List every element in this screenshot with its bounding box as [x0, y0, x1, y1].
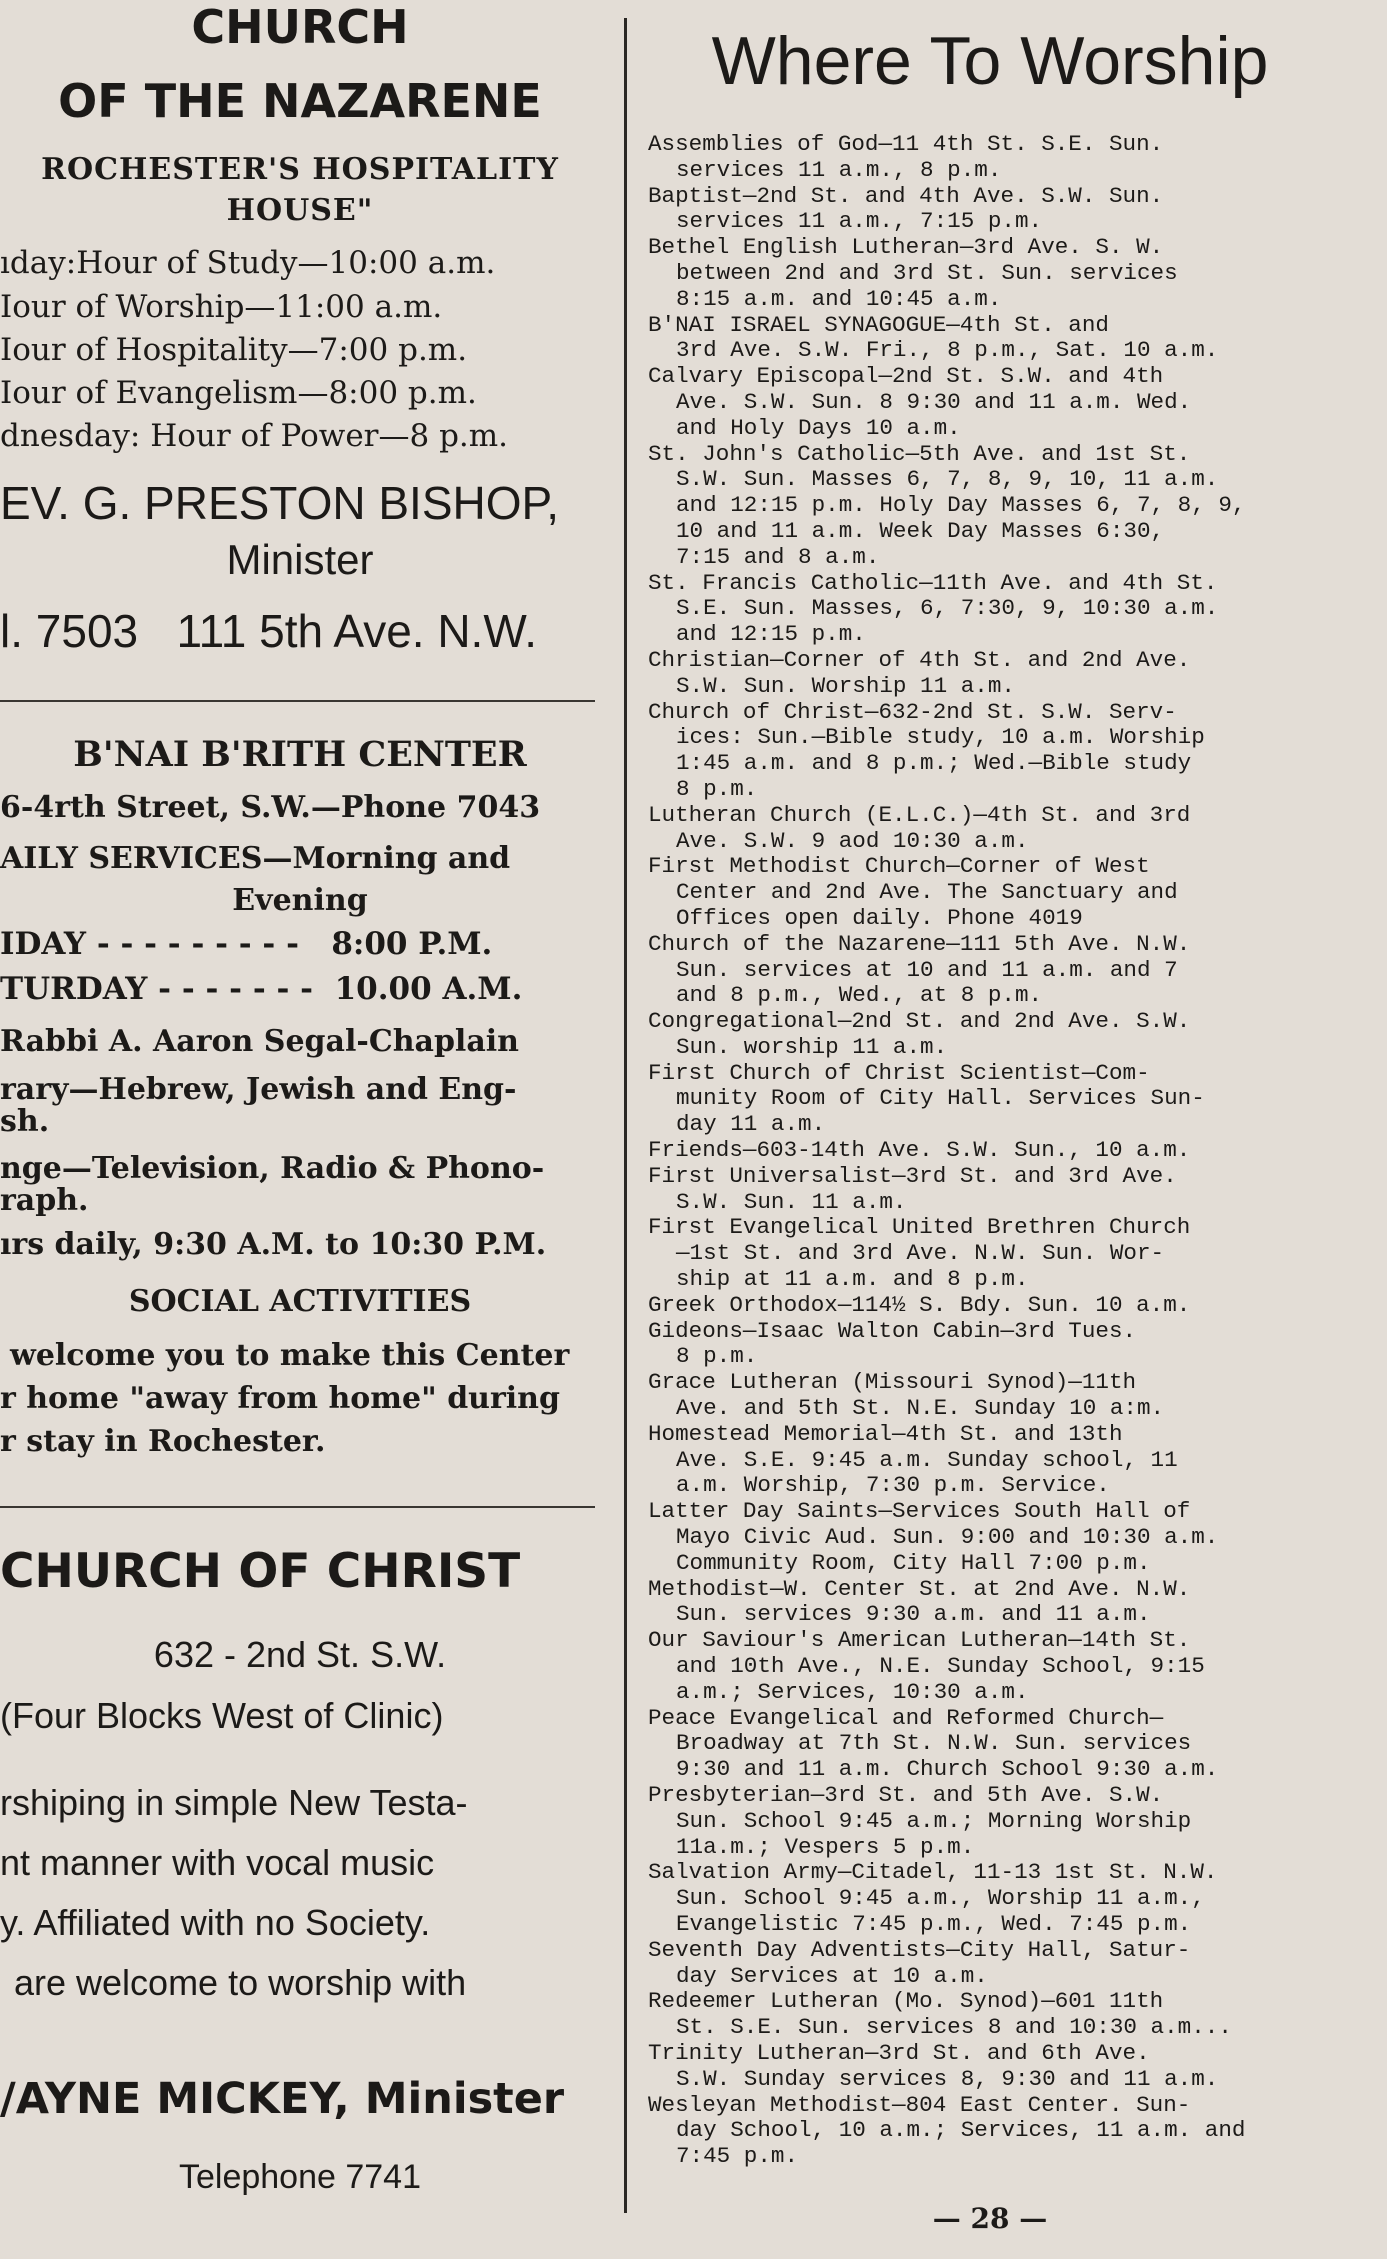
nazarene-schedule-item: Iour of Evangelism—8:00 p.m.	[0, 375, 477, 411]
nazarene-slogan-line2: HOUSE"	[226, 193, 374, 228]
worship-entry-continuation: —1st St. and 3rd Ave. N.W. Sun. Wor-	[676, 1240, 1165, 1267]
worship-entry	[648, 1860, 1338, 1937]
worship-entry-continuation: 1:45 a.m. and 8 p.m.; Wed.—Bible study	[676, 750, 1192, 777]
worship-entry	[648, 1009, 1338, 1061]
worship-entry-continuation: Ave. S.W. Sun. 8 9:30 and 11 a.m. Wed.	[676, 388, 1192, 415]
worship-entry-continuation: 8 p.m.	[676, 775, 758, 802]
nazarene-title-line1: CHURCH	[191, 0, 409, 54]
worship-entry	[648, 1706, 1338, 1783]
worship-entry-continuation: 9:30 and 11 a.m. Church School 9:30 a.m.	[676, 1756, 1219, 1783]
worship-entry-continuation: S.W. Sun. 11 a.m.	[676, 1188, 907, 1215]
worship-entry	[648, 1138, 1338, 1164]
nazarene-minister-title: Minister	[226, 536, 374, 583]
worship-entry	[648, 1499, 1338, 1576]
worship-entry	[648, 1577, 1338, 1629]
worship-entry-continuation: 7:45 p.m.	[676, 2143, 799, 2170]
worship-entry	[648, 1989, 1338, 2041]
worship-entry-continuation: a.m. Worship, 7:30 p.m. Service.	[676, 1472, 1110, 1499]
worship-entry-continuation: S.W. Sun. Masses 6, 7, 8, 9, 10, 11 a.m.	[676, 466, 1219, 493]
worship-entry-continuation: Ave. S.E. 9:45 a.m. Sunday school, 11	[676, 1446, 1178, 1473]
worship-entry-first-line: B'NAI ISRAEL SYNAGOGUE—4th St. and	[648, 311, 1109, 338]
worship-entry-first-line: Peace Evangelical and Reformed Church—	[648, 1704, 1164, 1731]
nazarene-slogan-line1: ROCHESTER'S HOSPITALITY	[41, 152, 559, 187]
worship-entry-first-line: Grace Lutheran (Missouri Synod)—11th	[648, 1369, 1137, 1396]
bnai-brith-lounge-line1: nge—Television, Radio & Phono-	[0, 1151, 545, 1186]
worship-entry-first-line: Assemblies of God—11 4th St. S.E. Sun.	[648, 131, 1164, 157]
worship-entry-continuation: S.W. Sun. Worship 11 a.m.	[676, 672, 1015, 699]
worship-entry-first-line: Methodist—W. Center St. at 2nd Ave. N.W.	[648, 1575, 1191, 1602]
worship-entry-continuation: day Services at 10 a.m.	[676, 1962, 988, 1989]
worship-entry-continuation: Offices open daily. Phone 4019	[676, 904, 1083, 931]
worship-entry-continuation: and 8 p.m., Wed., at 8 p.m.	[676, 982, 1043, 1009]
worship-entry-continuation: between 2nd and 3rd St. Sun. services	[676, 259, 1178, 286]
worship-entry	[648, 184, 1338, 236]
bnai-brith-saturday: TURDAY - - - - - - - 10.00 A.M.	[0, 971, 523, 1007]
left-column	[0, 0, 615, 2259]
worship-entry-first-line: First Evangelical United Brethren Church	[648, 1214, 1191, 1241]
worship-entry-continuation: Ave. and 5th St. N.E. Sunday 10 a:m.	[676, 1395, 1165, 1422]
worship-entry	[648, 1293, 1338, 1319]
bnai-brith-welcome-line2: r home "away from home" during	[0, 1381, 560, 1416]
worship-entry-first-line: Calvary Episcopal—2nd St. S.W. and 4th	[648, 363, 1164, 390]
worship-entry-continuation: ices: Sun.—Bible study, 10 a.m. Worship	[676, 724, 1205, 751]
worship-entry-continuation: and 12:15 p.m.	[676, 621, 866, 648]
worship-entry-continuation: Sun. worship 11 a.m.	[676, 1033, 948, 1060]
bnai-brith-services-line2: Evening	[232, 883, 368, 918]
worship-entry-first-line: Congregational—2nd St. and 2nd Ave. S.W.	[648, 1008, 1191, 1035]
worship-entry	[648, 235, 1338, 312]
worship-entry-first-line: St. John's Catholic—5th Ave. and 1st St.	[648, 440, 1191, 467]
worship-entry-continuation: Center and 2nd Ave. The Sanctuary and	[676, 879, 1178, 906]
worship-entry	[648, 2041, 1338, 2093]
worship-entry-continuation: Evangelistic 7:45 p.m., Wed. 7:45 p.m.	[676, 1910, 1192, 1937]
worship-entry	[648, 364, 1338, 441]
worship-entry	[648, 1319, 1338, 1371]
worship-entry-first-line: First Universalist—3rd St. and 3rd Ave.	[648, 1162, 1177, 1189]
nazarene-title-line2: OF THE NAZARENE	[58, 74, 542, 128]
bnai-brith-library-line1: rary—Hebrew, Jewish and Eng-	[0, 1072, 517, 1107]
worship-entry-continuation: Broadway at 7th St. N.W. Sun. services	[676, 1730, 1192, 1757]
worship-entry-continuation: day 11 a.m.	[676, 1111, 826, 1138]
nazarene-schedule-item: ıday:Hour of Study—10:00 a.m.	[0, 245, 496, 281]
worship-entry	[648, 313, 1338, 365]
worship-entry	[648, 1422, 1338, 1499]
where-to-worship-heading: Where To Worship	[711, 23, 1269, 99]
worship-entry-continuation: Community Room, City Hall 7:00 p.m.	[676, 1549, 1151, 1576]
nazarene-schedule-item: Iour of Worship—11:00 a.m.	[0, 289, 443, 325]
nazarene-minister-name: EV. G. PRESTON BISHOP,	[0, 477, 560, 529]
bnai-brith-chaplain: Rabbi A. Aaron Segal-Chaplain	[0, 1024, 519, 1059]
worship-entry-continuation: Sun. services at 10 and 11 a.m. and 7	[676, 956, 1178, 983]
worship-entry-first-line: Friends—603-14th Ave. S.W. Sun., 10 a.m.	[648, 1137, 1191, 1164]
worship-entry-continuation: S.E. Sun. Masses, 6, 7:30, 9, 10:30 a.m.	[676, 595, 1219, 622]
bnai-brith-services-line1: AILY SERVICES—Morning and	[0, 841, 511, 876]
worship-entry-first-line: Christian—Corner of 4th St. and 2nd Ave.	[648, 646, 1191, 673]
worship-entry	[648, 1783, 1338, 1860]
worship-entry-continuation: and 10th Ave., N.E. Sunday School, 9:15	[676, 1653, 1205, 1680]
worship-entry-first-line: Baptist—2nd St. and 4th Ave. S.W. Sun.	[648, 182, 1164, 209]
worship-entry-continuation: 8 p.m.	[676, 1343, 758, 1370]
worship-directory	[648, 132, 1338, 2170]
page-number: — 28 —	[932, 2202, 1048, 2235]
bnai-brith-lounge-line2: raph.	[0, 1183, 89, 1218]
worship-entry-continuation: 11a.m.; Vespers 5 p.m.	[676, 1833, 975, 1860]
church-of-christ-body-line: nt manner with vocal music	[0, 1842, 435, 1883]
worship-entry-continuation: 7:15 and 8 a.m.	[676, 543, 880, 570]
column-divider	[624, 18, 627, 2213]
worship-entry	[648, 700, 1338, 803]
worship-entry-continuation: S.W. Sunday services 8, 9:30 and 11 a.m.	[676, 2065, 1219, 2092]
church-of-christ-title: CHURCH OF CHRIST	[0, 1544, 521, 1599]
church-of-christ-address: 632 - 2nd St. S.W.	[153, 1634, 447, 1675]
worship-entry-continuation: and 12:15 p.m. Holy Day Masses 6, 7, 8, 9,	[676, 492, 1246, 519]
worship-entry-continuation: 3rd Ave. S.W. Fri., 8 p.m., Sat. 10 a.m.	[676, 337, 1219, 364]
worship-entry	[648, 132, 1338, 184]
worship-entry-first-line: Greek Orthodox—114½ S. Bdy. Sun. 10 a.m.	[648, 1291, 1191, 1318]
worship-entry-continuation: Sun. School 9:45 a.m.; Morning Worship	[676, 1807, 1192, 1834]
bnai-brith-social-heading: SOCIAL ACTIVITIES	[128, 1284, 472, 1319]
worship-entry-first-line: Our Saviour's American Lutheran—14th St.	[648, 1627, 1191, 1654]
worship-entry-first-line: Bethel English Lutheran—3rd Ave. S. W.	[648, 234, 1164, 261]
worship-entry-continuation: day School, 10 a.m.; Services, 11 a.m. and	[676, 2117, 1246, 2144]
worship-entry	[648, 803, 1338, 855]
worship-entry-continuation: services 11 a.m., 7:15 p.m.	[676, 208, 1043, 235]
worship-entry-continuation: Mayo Civic Aud. Sun. 9:00 and 10:30 a.m.	[676, 1524, 1219, 1551]
worship-entry	[648, 1370, 1338, 1422]
worship-entry-continuation: Sun. School 9:45 a.m., Worship 11 a.m.,	[676, 1885, 1205, 1912]
worship-entry-first-line: First Methodist Church—Corner of West	[648, 853, 1150, 880]
worship-entry-first-line: Gideons—Isaac Walton Cabin—3rd Tues.	[648, 1317, 1137, 1344]
church-of-christ-body-line: are welcome to worship with	[14, 1962, 467, 2003]
worship-entry	[648, 1938, 1338, 1990]
worship-entry-continuation: St. S.E. Sun. services 8 and 10:30 a.m...	[676, 2014, 1232, 2041]
worship-entry-continuation: a.m.; Services, 10:30 a.m.	[676, 1678, 1029, 1705]
worship-entry-continuation: munity Room of City Hall. Services Sun-	[676, 1085, 1205, 1112]
worship-entry	[648, 932, 1338, 1009]
worship-entry-first-line: Latter Day Saints—Services South Hall of	[648, 1498, 1191, 1525]
right-column	[640, 0, 1340, 2259]
church-of-christ-location-note: (Four Blocks West of Clinic)	[0, 1695, 444, 1736]
section-rule	[0, 700, 595, 702]
worship-entry-continuation: services 11 a.m., 8 p.m.	[676, 156, 1002, 183]
bnai-brith-library-line2: sh.	[0, 1104, 50, 1139]
bnai-brith-address: 6-4rth Street, S.W.—Phone 7043	[0, 790, 541, 825]
worship-entry-first-line: Salvation Army—Citadel, 11-13 1st St. N.W.	[648, 1859, 1218, 1886]
worship-entry-first-line: Presbyterian—3rd St. and 5th Ave. S.W.	[648, 1782, 1164, 1808]
bnai-brith-title: B'NAI B'RITH CENTER	[73, 734, 527, 775]
worship-entry-continuation: 8:15 a.m. and 10:45 a.m.	[676, 285, 1002, 312]
worship-entry	[648, 854, 1338, 931]
bnai-brith-friday: IDAY - - - - - - - - - 8:00 P.M.	[0, 926, 493, 962]
worship-entry-continuation: Sun. services 9:30 a.m. and 11 a.m.	[676, 1601, 1151, 1628]
worship-entry-first-line: Redeemer Lutheran (Mo. Synod)—601 11th	[648, 1988, 1164, 2015]
bnai-brith-welcome-line1: welcome you to make this Center	[10, 1338, 570, 1373]
worship-entry-first-line: Homestead Memorial—4th St. and 13th	[648, 1420, 1123, 1447]
church-of-christ-body-line: rshiping in simple New Testa-	[0, 1782, 468, 1823]
worship-entry	[648, 1215, 1338, 1292]
church-of-christ-body-line: y. Affiliated with no Society.	[0, 1902, 431, 1943]
worship-entry	[648, 442, 1338, 571]
nazarene-schedule-item: dnesday: Hour of Power—8 p.m.	[0, 418, 509, 454]
worship-entry-continuation: and Holy Days 10 a.m.	[676, 414, 961, 441]
worship-entry	[648, 2093, 1338, 2170]
worship-entry	[648, 1628, 1338, 1705]
worship-entry-continuation: 10 and 11 a.m. Week Day Masses 6:30,	[676, 517, 1165, 544]
worship-entry	[648, 1164, 1338, 1216]
worship-entry	[648, 571, 1338, 648]
bnai-brith-welcome-line3: r stay in Rochester.	[0, 1424, 326, 1459]
worship-entry-first-line: St. Francis Catholic—11th Ave. and 4th St.	[648, 569, 1218, 596]
nazarene-schedule-item: Iour of Hospitality—7:00 p.m.	[0, 332, 468, 368]
section-rule	[0, 1506, 595, 1508]
bnai-brith-hours: ırs daily, 9:30 A.M. to 10:30 P.M.	[0, 1227, 547, 1262]
worship-entry-continuation: Ave. S.W. 9 aod 10:30 a.m.	[676, 827, 1029, 854]
worship-entry-first-line: Wesleyan Methodist—804 East Center. Sun-	[648, 2091, 1191, 2118]
worship-entry-continuation: ship at 11 a.m. and 8 p.m.	[676, 1266, 1029, 1293]
worship-entry-first-line: Seventh Day Adventists—City Hall, Satur-	[648, 1936, 1191, 1963]
worship-entry-first-line: Trinity Lutheran—3rd St. and 6th Ave.	[648, 2039, 1150, 2066]
worship-entry	[648, 1061, 1338, 1138]
worship-entry-first-line: Lutheran Church (E.L.C.)—4th St. and 3rd	[648, 801, 1191, 828]
church-of-christ-phone: Telephone 7741	[178, 2158, 421, 2196]
worship-entry-first-line: Church of the Nazarene—111 5th Ave. N.W.	[648, 930, 1191, 957]
worship-entry	[648, 648, 1338, 700]
worship-entry-first-line: First Church of Christ Scientist—Com-	[648, 1059, 1150, 1086]
church-of-christ-minister: /AYNE MICKEY, Minister	[0, 2074, 565, 2124]
nazarene-contact: l. 7503 111 5th Ave. N.W.	[0, 605, 537, 657]
worship-entry-first-line: Church of Christ—632-2nd St. S.W. Serv-	[648, 698, 1177, 725]
